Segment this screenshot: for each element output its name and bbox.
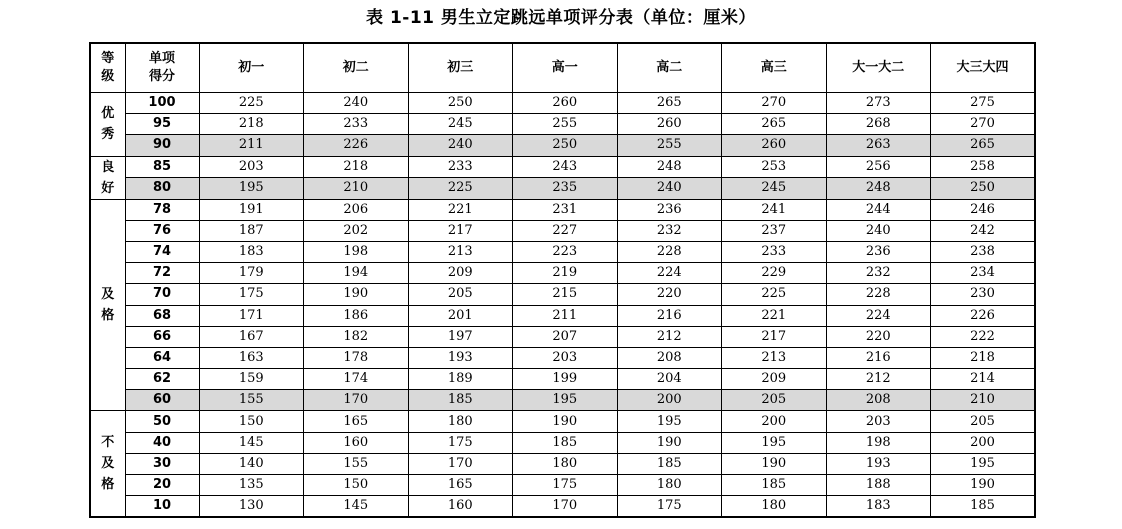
value-cell: 260 xyxy=(513,93,618,114)
value-cell: 270 xyxy=(931,114,1036,135)
value-cell: 140 xyxy=(199,453,304,474)
value-cell: 219 xyxy=(513,263,618,284)
value-cell: 182 xyxy=(304,326,409,347)
value-cell: 225 xyxy=(722,284,827,305)
header-score-line: 单项 xyxy=(148,51,175,66)
value-cell: 208 xyxy=(617,347,722,368)
table-row xyxy=(90,475,1035,496)
value-cell: 145 xyxy=(304,496,409,518)
value-cell: 207 xyxy=(513,326,618,347)
header-grade-8: 大三大四 xyxy=(931,43,1036,93)
score-cell: 85 xyxy=(125,156,199,178)
value-cell: 270 xyxy=(722,93,827,114)
header-grade-7: 大一大二 xyxy=(826,43,931,93)
level-cell xyxy=(90,411,125,517)
value-cell: 226 xyxy=(304,135,409,156)
value-cell: 275 xyxy=(931,93,1036,114)
score-cell: 100 xyxy=(125,93,199,114)
header-level xyxy=(90,43,125,93)
value-cell: 240 xyxy=(617,178,722,200)
value-cell: 231 xyxy=(513,199,618,220)
header-row xyxy=(90,43,1035,93)
table-row xyxy=(90,284,1035,305)
value-cell: 191 xyxy=(199,199,304,220)
header-level-char: 级 xyxy=(101,69,115,84)
level-cell xyxy=(90,93,125,157)
value-cell: 221 xyxy=(408,199,513,220)
value-cell: 250 xyxy=(513,135,618,156)
score-cell: 64 xyxy=(125,347,199,368)
value-cell: 212 xyxy=(826,369,931,390)
table-row xyxy=(90,93,1035,114)
table-row xyxy=(90,390,1035,411)
table-row xyxy=(90,156,1035,178)
table-row xyxy=(90,241,1035,262)
value-cell: 159 xyxy=(199,369,304,390)
score-cell: 90 xyxy=(125,135,199,156)
value-cell: 230 xyxy=(931,284,1036,305)
value-cell: 255 xyxy=(513,114,618,135)
value-cell: 236 xyxy=(826,241,931,262)
value-cell: 244 xyxy=(826,199,931,220)
value-cell: 202 xyxy=(304,220,409,241)
value-cell: 265 xyxy=(931,135,1036,156)
table-row xyxy=(90,135,1035,156)
score-cell: 50 xyxy=(125,411,199,432)
value-cell: 180 xyxy=(617,475,722,496)
score-cell: 20 xyxy=(125,475,199,496)
value-cell: 187 xyxy=(199,220,304,241)
table-row xyxy=(90,178,1035,200)
value-cell: 222 xyxy=(931,326,1036,347)
value-cell: 209 xyxy=(408,263,513,284)
score-cell: 60 xyxy=(125,390,199,411)
table-row xyxy=(90,326,1035,347)
value-cell: 209 xyxy=(722,369,827,390)
value-cell: 208 xyxy=(826,390,931,411)
value-cell: 218 xyxy=(931,347,1036,368)
table-row xyxy=(90,263,1035,284)
value-cell: 160 xyxy=(304,432,409,453)
value-cell: 246 xyxy=(931,199,1036,220)
score-cell: 78 xyxy=(125,199,199,220)
value-cell: 193 xyxy=(826,453,931,474)
value-cell: 201 xyxy=(408,305,513,326)
level-char: 不 xyxy=(101,435,115,451)
value-cell: 224 xyxy=(826,305,931,326)
value-cell: 218 xyxy=(199,114,304,135)
value-cell: 195 xyxy=(617,411,722,432)
value-cell: 228 xyxy=(826,284,931,305)
header-score xyxy=(125,43,199,93)
value-cell: 198 xyxy=(826,432,931,453)
value-cell: 195 xyxy=(722,432,827,453)
value-cell: 240 xyxy=(826,220,931,241)
table-title: 表 1-11 男生立定跳远单项评分表（单位：厘米） xyxy=(366,8,756,28)
value-cell: 205 xyxy=(408,284,513,305)
value-cell: 233 xyxy=(304,114,409,135)
value-cell: 175 xyxy=(617,496,722,518)
value-cell: 145 xyxy=(199,432,304,453)
value-cell: 203 xyxy=(513,347,618,368)
value-cell: 236 xyxy=(617,199,722,220)
value-cell: 180 xyxy=(513,453,618,474)
value-cell: 185 xyxy=(513,432,618,453)
value-cell: 170 xyxy=(513,496,618,518)
value-cell: 229 xyxy=(722,263,827,284)
value-cell: 237 xyxy=(722,220,827,241)
score-cell: 76 xyxy=(125,220,199,241)
value-cell: 212 xyxy=(617,326,722,347)
score-cell: 66 xyxy=(125,326,199,347)
header-grade-2: 初二 xyxy=(304,43,409,93)
header-grade-5: 高二 xyxy=(617,43,722,93)
value-cell: 223 xyxy=(513,241,618,262)
value-cell: 216 xyxy=(617,305,722,326)
value-cell: 250 xyxy=(931,178,1036,200)
level-cell xyxy=(90,199,125,411)
value-cell: 190 xyxy=(617,432,722,453)
table-row xyxy=(90,220,1035,241)
value-cell: 165 xyxy=(304,411,409,432)
value-cell: 256 xyxy=(826,156,931,178)
score-cell: 30 xyxy=(125,453,199,474)
value-cell: 234 xyxy=(931,263,1036,284)
table-row xyxy=(90,305,1035,326)
header-score-line: 得分 xyxy=(148,69,175,84)
value-cell: 245 xyxy=(408,114,513,135)
value-cell: 180 xyxy=(722,496,827,518)
value-cell: 170 xyxy=(408,453,513,474)
value-cell: 206 xyxy=(304,199,409,220)
value-cell: 253 xyxy=(722,156,827,178)
value-cell: 220 xyxy=(617,284,722,305)
value-cell: 175 xyxy=(408,432,513,453)
table-row xyxy=(90,432,1035,453)
value-cell: 258 xyxy=(931,156,1036,178)
value-cell: 185 xyxy=(617,453,722,474)
score-cell: 40 xyxy=(125,432,199,453)
value-cell: 198 xyxy=(304,241,409,262)
table-row xyxy=(90,199,1035,220)
value-cell: 232 xyxy=(617,220,722,241)
value-cell: 240 xyxy=(304,93,409,114)
value-cell: 185 xyxy=(722,475,827,496)
value-cell: 218 xyxy=(304,156,409,178)
value-cell: 185 xyxy=(408,390,513,411)
value-cell: 175 xyxy=(199,284,304,305)
value-cell: 171 xyxy=(199,305,304,326)
value-cell: 188 xyxy=(826,475,931,496)
level-cell xyxy=(90,156,125,199)
value-cell: 199 xyxy=(513,369,618,390)
value-cell: 195 xyxy=(931,453,1036,474)
value-cell: 214 xyxy=(931,369,1036,390)
value-cell: 178 xyxy=(304,347,409,368)
table-row xyxy=(90,347,1035,368)
value-cell: 155 xyxy=(304,453,409,474)
value-cell: 268 xyxy=(826,114,931,135)
value-cell: 211 xyxy=(199,135,304,156)
value-cell: 170 xyxy=(304,390,409,411)
value-cell: 221 xyxy=(722,305,827,326)
value-cell: 224 xyxy=(617,263,722,284)
level-char: 格 xyxy=(101,308,115,323)
value-cell: 197 xyxy=(408,326,513,347)
table-row xyxy=(90,496,1035,518)
value-cell: 217 xyxy=(722,326,827,347)
value-cell: 226 xyxy=(931,305,1036,326)
value-cell: 215 xyxy=(513,284,618,305)
score-cell: 68 xyxy=(125,305,199,326)
table-row xyxy=(90,453,1035,474)
header-grade-3: 初三 xyxy=(408,43,513,93)
value-cell: 194 xyxy=(304,263,409,284)
value-cell: 185 xyxy=(931,496,1036,518)
score-cell: 72 xyxy=(125,263,199,284)
header-grade-4: 高一 xyxy=(513,43,618,93)
score-cell: 10 xyxy=(125,496,199,518)
table-row xyxy=(90,369,1035,390)
value-cell: 174 xyxy=(304,369,409,390)
value-cell: 165 xyxy=(408,475,513,496)
value-cell: 265 xyxy=(722,114,827,135)
value-cell: 210 xyxy=(931,390,1036,411)
score-cell: 74 xyxy=(125,241,199,262)
table-row xyxy=(90,114,1035,135)
value-cell: 205 xyxy=(931,411,1036,432)
value-cell: 242 xyxy=(931,220,1036,241)
table-body xyxy=(90,93,1035,518)
value-cell: 273 xyxy=(826,93,931,114)
scoring-table xyxy=(89,42,1036,518)
value-cell: 150 xyxy=(199,411,304,432)
value-cell: 255 xyxy=(617,135,722,156)
value-cell: 238 xyxy=(931,241,1036,262)
value-cell: 179 xyxy=(199,263,304,284)
value-cell: 225 xyxy=(408,178,513,200)
score-cell: 70 xyxy=(125,284,199,305)
value-cell: 200 xyxy=(617,390,722,411)
value-cell: 233 xyxy=(722,241,827,262)
value-cell: 248 xyxy=(826,178,931,200)
value-cell: 265 xyxy=(617,93,722,114)
value-cell: 160 xyxy=(408,496,513,518)
value-cell: 241 xyxy=(722,199,827,220)
value-cell: 260 xyxy=(722,135,827,156)
value-cell: 213 xyxy=(408,241,513,262)
level-char: 格 xyxy=(101,477,115,493)
value-cell: 235 xyxy=(513,178,618,200)
value-cell: 217 xyxy=(408,220,513,241)
level-char: 良 xyxy=(101,159,115,175)
value-cell: 233 xyxy=(408,156,513,178)
value-cell: 190 xyxy=(304,284,409,305)
value-cell: 203 xyxy=(826,411,931,432)
value-cell: 190 xyxy=(722,453,827,474)
level-char: 好 xyxy=(101,180,115,196)
value-cell: 190 xyxy=(931,475,1036,496)
value-cell: 189 xyxy=(408,369,513,390)
value-cell: 211 xyxy=(513,305,618,326)
value-cell: 186 xyxy=(304,305,409,326)
value-cell: 195 xyxy=(199,178,304,200)
value-cell: 180 xyxy=(408,411,513,432)
value-cell: 204 xyxy=(617,369,722,390)
value-cell: 155 xyxy=(199,390,304,411)
score-cell: 80 xyxy=(125,178,199,200)
value-cell: 195 xyxy=(513,390,618,411)
level-char: 优 xyxy=(101,106,115,122)
value-cell: 248 xyxy=(617,156,722,178)
value-cell: 190 xyxy=(513,411,618,432)
table-row xyxy=(90,411,1035,432)
value-cell: 150 xyxy=(304,475,409,496)
value-cell: 135 xyxy=(199,475,304,496)
value-cell: 210 xyxy=(304,178,409,200)
score-cell: 95 xyxy=(125,114,199,135)
value-cell: 228 xyxy=(617,241,722,262)
value-cell: 167 xyxy=(199,326,304,347)
header-grade-6: 高三 xyxy=(722,43,827,93)
header-grade-1: 初一 xyxy=(199,43,304,93)
value-cell: 232 xyxy=(826,263,931,284)
value-cell: 183 xyxy=(199,241,304,262)
value-cell: 213 xyxy=(722,347,827,368)
value-cell: 260 xyxy=(617,114,722,135)
value-cell: 175 xyxy=(513,475,618,496)
value-cell: 203 xyxy=(199,156,304,178)
level-char: 及 xyxy=(101,456,115,472)
value-cell: 200 xyxy=(931,432,1036,453)
level-char: 及 xyxy=(101,287,115,302)
level-char: 秀 xyxy=(101,127,115,143)
value-cell: 225 xyxy=(199,93,304,114)
value-cell: 250 xyxy=(408,93,513,114)
value-cell: 205 xyxy=(722,390,827,411)
value-cell: 163 xyxy=(199,347,304,368)
value-cell: 130 xyxy=(199,496,304,518)
value-cell: 243 xyxy=(513,156,618,178)
value-cell: 220 xyxy=(826,326,931,347)
value-cell: 216 xyxy=(826,347,931,368)
value-cell: 245 xyxy=(722,178,827,200)
value-cell: 193 xyxy=(408,347,513,368)
value-cell: 227 xyxy=(513,220,618,241)
value-cell: 200 xyxy=(722,411,827,432)
value-cell: 183 xyxy=(826,496,931,518)
header-level-char: 等 xyxy=(101,51,115,66)
score-cell: 62 xyxy=(125,369,199,390)
value-cell: 263 xyxy=(826,135,931,156)
value-cell: 240 xyxy=(408,135,513,156)
